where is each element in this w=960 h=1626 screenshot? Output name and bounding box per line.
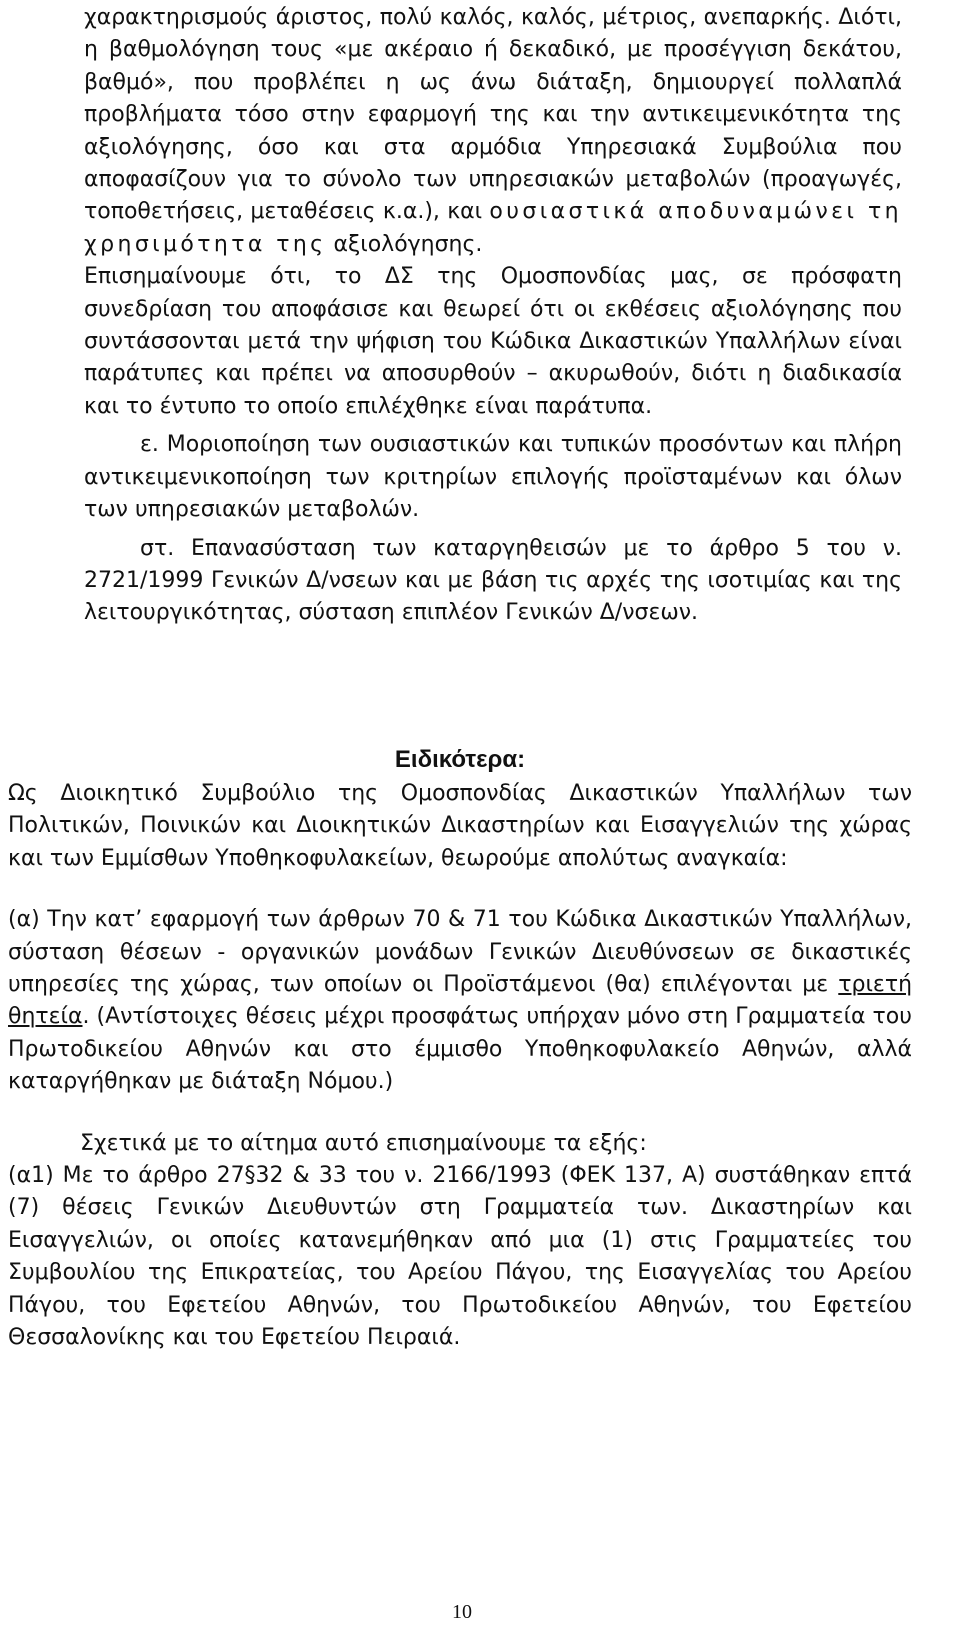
paragraph-intro: Ως Διοικητικό Συμβούλιο της Ομοσπονδίας Δικαστικών Υπαλλήλων των Πολιτικών, Ποινικών και Διοικητικών Δικαστηρίων και Εισαγγελιών της χώρας και των Εμμίσθων Υποθηκοφυλακείων, θεωρούμε απολύτως αναγκαία:	[8, 781, 912, 871]
paragraph-board-decision: Επισημαίνουμε ότι, το ΔΣ της Ομοσπονδίας μας, σε πρόσφατη συνεδρίαση του αποφάσισε και θεωρεί ότι οι εκθέσεις αξιολόγησης που συντάσσονται μετά την ψήφιση του Κώδικα Δικαστικών Υπαλλήλων είναι παράτυπες και πρέπει να αποσυρθούν – ακυρωθούν, διότι η διαδικασία και το έντυπο το οποίο επιλέχθηκε είναι παράτυπα.	[84, 264, 902, 419]
item-a-text-continued: . (Αντίστοιχες θέσεις μέχρι προσφάτως υπήρχαν μόνο στη Γραμματεία του Πρωτοδικείου Αθηνών και στο έμμισθο Υποθηκοφυλακείο Αθηνών, αλλά καταργήθηκαν με διάταξη Νόμου.)	[8, 1004, 912, 1095]
item-a-text: (α) Την κατ’ εφαρμογή των άρθρων 70 & 71 του Κώδικα Δικαστικών Υπαλλήλων, σύσταση θέσεων - οργανικών μονάδων Γενικών Διευθύνσεων σε δικαστικές υπηρεσίες της χώρας, των οποίων οι Προϊστάμενοι (θα) επιλέγονται με	[8, 907, 912, 998]
paragraph-evaluation-text: χαρακτηρισμούς άριστος, πολύ καλός, καλός, μέτριος, ανεπαρκής. Διότι, η βαθμολόγηση τους «με ακέραιο ή δεκαδικό, με προσέγγιση δεκάτου, βαθμό», που προβλέπει η ως άνω διάταξη, δημιουργεί πολλαπλά προβλήματα τόσο στην εφαρμογή της και την αντικειμενικότητα της αξιολόγησης, όσο και στα αρμόδια Υπηρεσιακά Συμβούλια που αποφασίζουν για το σύνολο των υπηρεσιακών μεταβολών (προαγωγές, τοποθετήσεις, μεταθέσεις κ.α.), και	[84, 5, 902, 225]
section-heading: Ειδικότερα:	[394, 746, 526, 773]
paragraph-evaluation-end: αξιολόγησης.	[333, 231, 483, 257]
spaced-text: ουσιαστικά αποδυναμώνει τη χρησιμότητα της	[84, 199, 902, 257]
paragraph-item-a	[8, 904, 912, 1098]
paragraph-note-intro: Σχετικά με το αίτημα αυτό επισημαίνουμε τα εξής:	[80, 1130, 647, 1156]
paragraph-evaluation	[84, 2, 902, 261]
page-number: 10	[452, 1601, 472, 1623]
lower-section	[8, 778, 912, 1355]
paragraph-item-e: ε. Μοριοποίηση των ουσιαστικών και τυπικών προσόντων και πλήρη αντικειμενικοποίηση των κριτηρίων επιλογής προϊσταμένων και όλων των υπηρεσιακών μεταβολών.	[84, 432, 902, 523]
paragraph-item-a1: (α1) Με το άρθρο 27§32 & 33 του ν. 2166/1993 (ΦΕΚ 137, Α) συστάθηκαν επτά (7) θέσεις Γενικών Διευθυντών στη Γραμματεία των. Δικαστηρίων και Εισαγγελιών, οι οποίες κατανεμήθηκαν από μια (1) στις Γραμματείες του Συμβουλίου της Επικρατείας, του Αρείου Πάγου, της Εισαγγελίας του Αρείου Πάγου, του Εφετείου Αθηνών, του Πρωτοδικείου Αθηνών, του Εφετείου Θεσσαλονίκης και του Εφετείου Πειραιά.	[8, 1163, 912, 1351]
paragraph-item-st: στ. Επανασύσταση των καταργηθεισών με το άρθρο 5 του ν. 2721/1999 Γενικών Δ/νσεων και με βάση τις αρχές της ισοτιμίας και της λειτουργικότητας, σύσταση επιπλέον Γενικών Δ/νσεων.	[84, 535, 902, 626]
underlined-term: τριετή θητεία	[8, 972, 913, 1030]
upper-section	[84, 2, 902, 630]
